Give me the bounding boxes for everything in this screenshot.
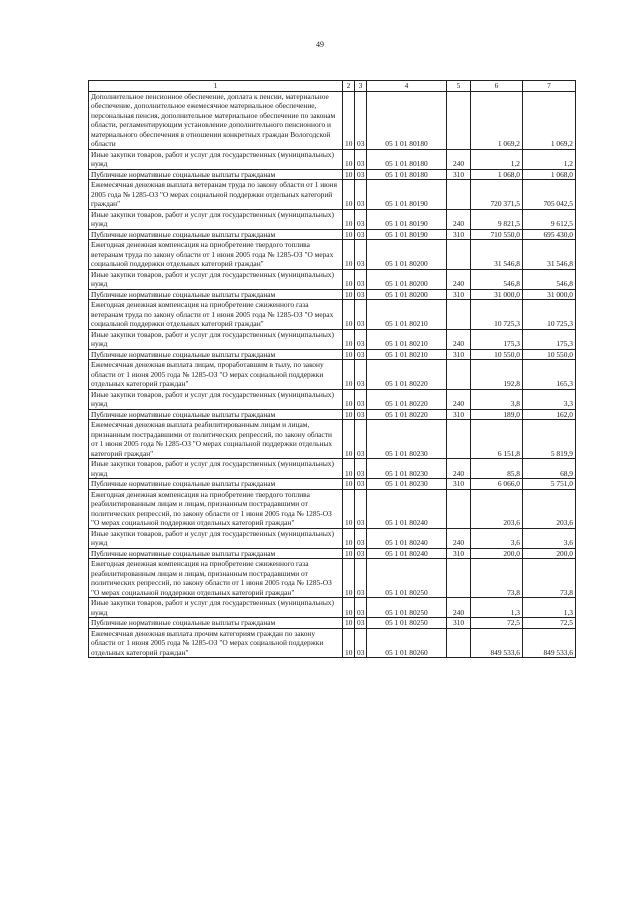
row-amount-year-1: 1,2: [471, 149, 523, 169]
row-expense-type: [447, 489, 471, 528]
row-subsection: 03: [355, 149, 367, 169]
row-amount-year-2: 165,3: [523, 360, 576, 390]
row-amount-year-2: 31 000,0: [523, 289, 576, 300]
table-row: [89, 528, 576, 548]
row-section: 10: [343, 169, 355, 180]
row-target-article: 05 1 01 80180: [367, 91, 447, 149]
row-section: 10: [343, 209, 355, 229]
row-target-article: 05 1 01 80220: [367, 389, 447, 409]
table-row: [89, 349, 576, 360]
row-amount-year-1: 192,8: [471, 360, 523, 390]
row-subsection: 03: [355, 289, 367, 300]
row-subsection: 03: [355, 209, 367, 229]
row-subsection: 03: [355, 528, 367, 548]
row-expense-type: 240: [447, 528, 471, 548]
row-subsection: 03: [355, 329, 367, 349]
row-target-article: 05 1 01 80200: [367, 240, 447, 270]
row-amount-year-1: 710 550,0: [471, 229, 523, 240]
row-target-article: 05 1 01 80260: [367, 628, 447, 658]
header-col-1: 1: [89, 81, 343, 92]
row-name: Иные закупки товаров, работ и услуг для государственных (муниципальных) нужд: [89, 269, 343, 289]
row-amount-year-2: 175,3: [523, 329, 576, 349]
row-amount-year-2: 72,5: [523, 618, 576, 629]
row-target-article: 05 1 01 80220: [367, 360, 447, 390]
row-subsection: 03: [355, 548, 367, 559]
row-target-article: 05 1 01 80200: [367, 289, 447, 300]
row-name: Ежегодная денежная компенсация на приобретение сжиженного газа ветеранам труда по закону области от 1 июня 2005 года № 1285-ОЗ "О мерах социальной поддержки отдельных категорий граждан": [89, 300, 343, 330]
row-target-article: 05 1 01 80250: [367, 598, 447, 618]
row-section: 10: [343, 409, 355, 420]
row-amount-year-2: 695 430,0: [523, 229, 576, 240]
row-subsection: 03: [355, 479, 367, 490]
row-section: 10: [343, 300, 355, 330]
row-expense-type: 240: [447, 149, 471, 169]
row-expense-type: [447, 180, 471, 210]
table-row: [89, 169, 576, 180]
row-target-article: 05 1 01 80240: [367, 548, 447, 559]
row-amount-year-1: 849 533,6: [471, 628, 523, 658]
table-row: [89, 618, 576, 629]
row-name: Публичные нормативные социальные выплаты гражданам: [89, 169, 343, 180]
row-section: 10: [343, 269, 355, 289]
row-target-article: 05 1 01 80210: [367, 329, 447, 349]
row-amount-year-2: 31 546,8: [523, 240, 576, 270]
row-target-article: 05 1 01 80180: [367, 169, 447, 180]
row-amount-year-2: 162,0: [523, 409, 576, 420]
row-target-article: 05 1 01 80190: [367, 209, 447, 229]
table-row: [89, 360, 576, 390]
row-amount-year-2: 68,9: [523, 459, 576, 479]
row-section: 10: [343, 598, 355, 618]
row-name: Публичные нормативные социальные выплаты гражданам: [89, 409, 343, 420]
row-section: 10: [343, 329, 355, 349]
row-expense-type: 310: [447, 349, 471, 360]
header-col-2: 2: [343, 81, 355, 92]
row-target-article: 05 1 01 80210: [367, 349, 447, 360]
row-expense-type: [447, 628, 471, 658]
row-expense-type: 310: [447, 229, 471, 240]
row-amount-year-2: 10 550,0: [523, 349, 576, 360]
header-col-6: 6: [471, 81, 523, 92]
row-subsection: 03: [355, 240, 367, 270]
row-subsection: 03: [355, 169, 367, 180]
row-expense-type: 310: [447, 618, 471, 629]
row-expense-type: [447, 559, 471, 598]
table-row: [89, 548, 576, 559]
table-row: [89, 489, 576, 528]
row-target-article: 05 1 01 80250: [367, 559, 447, 598]
row-subsection: 03: [355, 349, 367, 360]
row-expense-type: 240: [447, 389, 471, 409]
row-expense-type: 240: [447, 598, 471, 618]
row-amount-year-1: 175,3: [471, 329, 523, 349]
row-section: 10: [343, 240, 355, 270]
row-section: 10: [343, 289, 355, 300]
row-subsection: 03: [355, 180, 367, 210]
row-target-article: 05 1 01 80250: [367, 618, 447, 629]
row-expense-type: 310: [447, 548, 471, 559]
header-col-5: 5: [447, 81, 471, 92]
row-section: 10: [343, 149, 355, 169]
row-name: Ежемесячная денежная выплата прочим категориям граждан по закону области от 1 июня 2005 года № 1285-ОЗ "О мерах социальной поддержки отдельных категорий граждан": [89, 628, 343, 658]
row-amount-year-1: 6 151,8: [471, 420, 523, 459]
row-amount-year-2: 200,0: [523, 548, 576, 559]
row-amount-year-1: 546,8: [471, 269, 523, 289]
row-name: Публичные нормативные социальные выплаты гражданам: [89, 479, 343, 490]
table-row: [89, 149, 576, 169]
row-target-article: 05 1 01 80240: [367, 528, 447, 548]
table-row: [89, 479, 576, 490]
row-subsection: 03: [355, 229, 367, 240]
row-section: 10: [343, 628, 355, 658]
row-name: Иные закупки товаров, работ и услуг для государственных (муниципальных) нужд: [89, 209, 343, 229]
row-expense-type: [447, 300, 471, 330]
row-amount-year-2: 3,3: [523, 389, 576, 409]
table-row: [89, 209, 576, 229]
row-name: Ежегодная денежная компенсация на приобретение сжиженного газа реабилитированным лицам и лицам, признанным пострадавшими от политических репрессий, по закону области от 1 июня 2005 года № 1285-ОЗ "О мерах социальной поддержки отдельных категорий граждан": [89, 559, 343, 598]
row-amount-year-1: 10 725,3: [471, 300, 523, 330]
row-amount-year-2: 1,2: [523, 149, 576, 169]
page-number: 49: [316, 40, 324, 49]
row-name: Публичные нормативные социальные выплаты гражданам: [89, 289, 343, 300]
row-amount-year-1: 1,3: [471, 598, 523, 618]
row-expense-type: 240: [447, 329, 471, 349]
row-target-article: 05 1 01 80190: [367, 180, 447, 210]
row-section: 10: [343, 459, 355, 479]
row-section: 10: [343, 489, 355, 528]
row-section: 10: [343, 548, 355, 559]
row-subsection: 03: [355, 360, 367, 390]
header-col-3: 3: [355, 81, 367, 92]
row-section: 10: [343, 229, 355, 240]
row-expense-type: [447, 91, 471, 149]
row-subsection: 03: [355, 598, 367, 618]
table-row: [89, 240, 576, 270]
table-row: [89, 269, 576, 289]
row-name: Ежемесячная денежная выплата реабилитированным лицам и лицам, признанным пострадавшими от политических репрессий, по закону области от 1 июня 2005 года № 1285-ОЗ "О мерах социальной поддержки отдельных категорий граждан": [89, 420, 343, 459]
row-section: 10: [343, 360, 355, 390]
row-expense-type: 310: [447, 169, 471, 180]
row-subsection: 03: [355, 389, 367, 409]
table-header-row: [89, 81, 576, 92]
row-amount-year-1: 6 066,0: [471, 479, 523, 490]
row-subsection: 03: [355, 269, 367, 289]
row-section: 10: [343, 618, 355, 629]
row-amount-year-2: 3,6: [523, 528, 576, 548]
row-amount-year-1: 85,8: [471, 459, 523, 479]
row-amount-year-2: 705 042,5: [523, 180, 576, 210]
row-expense-type: 310: [447, 479, 471, 490]
row-amount-year-2: 1 069,2: [523, 91, 576, 149]
row-name: Публичные нормативные социальные выплаты гражданам: [89, 548, 343, 559]
row-target-article: 05 1 01 80220: [367, 409, 447, 420]
row-amount-year-2: 1,3: [523, 598, 576, 618]
budget-table: [88, 80, 576, 658]
table-row: [89, 628, 576, 658]
row-section: 10: [343, 528, 355, 548]
row-subsection: 03: [355, 409, 367, 420]
table-row: [89, 559, 576, 598]
header-col-7: 7: [523, 81, 576, 92]
row-expense-type: [447, 360, 471, 390]
table-row: [89, 229, 576, 240]
row-name: Ежемесячная денежная выплата лицам, проработавшим в тылу, по закону области от 1 июня 2005 года № 1285-ОЗ "О мерах социальной поддержки отдельных категорий граждан": [89, 360, 343, 390]
row-expense-type: 240: [447, 209, 471, 229]
row-section: 10: [343, 180, 355, 210]
table-row: [89, 329, 576, 349]
row-target-article: 05 1 01 80210: [367, 300, 447, 330]
row-name: Ежемесячная денежная выплата ветеранам труда по закону области от 1 июня 2005 года № 1285-ОЗ "О мерах социальной поддержки отдельных категорий граждан": [89, 180, 343, 210]
row-name: Иные закупки товаров, работ и услуг для государственных (муниципальных) нужд: [89, 149, 343, 169]
row-name: Иные закупки товаров, работ и услуг для государственных (муниципальных) нужд: [89, 459, 343, 479]
row-name: Иные закупки товаров, работ и услуг для государственных (муниципальных) нужд: [89, 389, 343, 409]
row-section: 10: [343, 349, 355, 360]
row-name: Ежегодная денежная компенсация на приобретение твердого топлива ветеранам труда по закону области от 1 июня 2005 года № 1285-ОЗ "О мерах социальной поддержки отдельных категорий граждан": [89, 240, 343, 270]
row-name: Ежегодная денежная компенсация на приобретение твердого топлива реабилитированным лицам и лицам, признанным пострадавшими от политических репрессий, по закону области от 1 июня 2005 года № 1285-ОЗ "О мерах социальной поддержки отдельных категорий граждан": [89, 489, 343, 528]
row-name: Публичные нормативные социальные выплаты гражданам: [89, 349, 343, 360]
row-amount-year-2: 9 612,5: [523, 209, 576, 229]
row-subsection: 03: [355, 459, 367, 479]
row-amount-year-2: 73,8: [523, 559, 576, 598]
table-row: [89, 409, 576, 420]
row-subsection: 03: [355, 559, 367, 598]
row-amount-year-1: 1 068,0: [471, 169, 523, 180]
row-name: Публичные нормативные социальные выплаты гражданам: [89, 618, 343, 629]
table-row: [89, 300, 576, 330]
row-name: Иные закупки товаров, работ и услуг для государственных (муниципальных) нужд: [89, 329, 343, 349]
table-row: [89, 459, 576, 479]
header-col-4: 4: [367, 81, 447, 92]
row-amount-year-2: 1 068,0: [523, 169, 576, 180]
row-name: Иные закупки товаров, работ и услуг для государственных (муниципальных) нужд: [89, 528, 343, 548]
row-name: Дополнительное пенсионное обеспечение, доплата к пенсии, материальное обеспечение, дополнительное ежемесячное материальное обеспечение, персональная пенсия, дополнительное материальное обеспечение по законам области, регламентирующим установление дополнительного пенсионного и материального обеспечения в отношении конкретных граждан Вологодской области: [89, 91, 343, 149]
table-row: [89, 389, 576, 409]
row-amount-year-1: 3,8: [471, 389, 523, 409]
table-row: [89, 289, 576, 300]
row-subsection: 03: [355, 618, 367, 629]
row-section: 10: [343, 559, 355, 598]
row-amount-year-2: 10 725,3: [523, 300, 576, 330]
row-amount-year-1: 3,6: [471, 528, 523, 548]
row-amount-year-1: 31 546,8: [471, 240, 523, 270]
row-amount-year-1: 73,8: [471, 559, 523, 598]
row-section: 10: [343, 479, 355, 490]
row-subsection: 03: [355, 628, 367, 658]
table-row: [89, 598, 576, 618]
row-target-article: 05 1 01 80200: [367, 269, 447, 289]
row-target-article: 05 1 01 80240: [367, 489, 447, 528]
row-section: 10: [343, 420, 355, 459]
row-subsection: 03: [355, 91, 367, 149]
row-target-article: 05 1 01 80230: [367, 459, 447, 479]
row-amount-year-1: 200,0: [471, 548, 523, 559]
row-amount-year-1: 203,6: [471, 489, 523, 528]
row-amount-year-2: 5 819,9: [523, 420, 576, 459]
row-subsection: 03: [355, 420, 367, 459]
row-target-article: 05 1 01 80230: [367, 420, 447, 459]
table-row: [89, 180, 576, 210]
row-amount-year-2: 203,6: [523, 489, 576, 528]
row-amount-year-2: 849 533,6: [523, 628, 576, 658]
row-amount-year-1: 9 821,5: [471, 209, 523, 229]
row-amount-year-2: 546,8: [523, 269, 576, 289]
row-expense-type: [447, 420, 471, 459]
row-expense-type: [447, 240, 471, 270]
row-target-article: 05 1 01 80190: [367, 229, 447, 240]
row-amount-year-1: 1 069,2: [471, 91, 523, 149]
row-target-article: 05 1 01 80180: [367, 149, 447, 169]
row-amount-year-1: 720 371,5: [471, 180, 523, 210]
row-expense-type: 240: [447, 269, 471, 289]
row-expense-type: 310: [447, 289, 471, 300]
row-name: Публичные нормативные социальные выплаты гражданам: [89, 229, 343, 240]
table-row: [89, 91, 576, 149]
row-subsection: 03: [355, 300, 367, 330]
row-amount-year-1: 31 000,0: [471, 289, 523, 300]
row-amount-year-1: 72,5: [471, 618, 523, 629]
row-name: Иные закупки товаров, работ и услуг для государственных (муниципальных) нужд: [89, 598, 343, 618]
row-section: 10: [343, 91, 355, 149]
row-amount-year-2: 5 751,0: [523, 479, 576, 490]
row-amount-year-1: 10 550,0: [471, 349, 523, 360]
row-expense-type: 240: [447, 459, 471, 479]
table-row: [89, 420, 576, 459]
row-subsection: 03: [355, 489, 367, 528]
row-section: 10: [343, 389, 355, 409]
row-amount-year-1: 189,0: [471, 409, 523, 420]
row-expense-type: 310: [447, 409, 471, 420]
row-target-article: 05 1 01 80230: [367, 479, 447, 490]
